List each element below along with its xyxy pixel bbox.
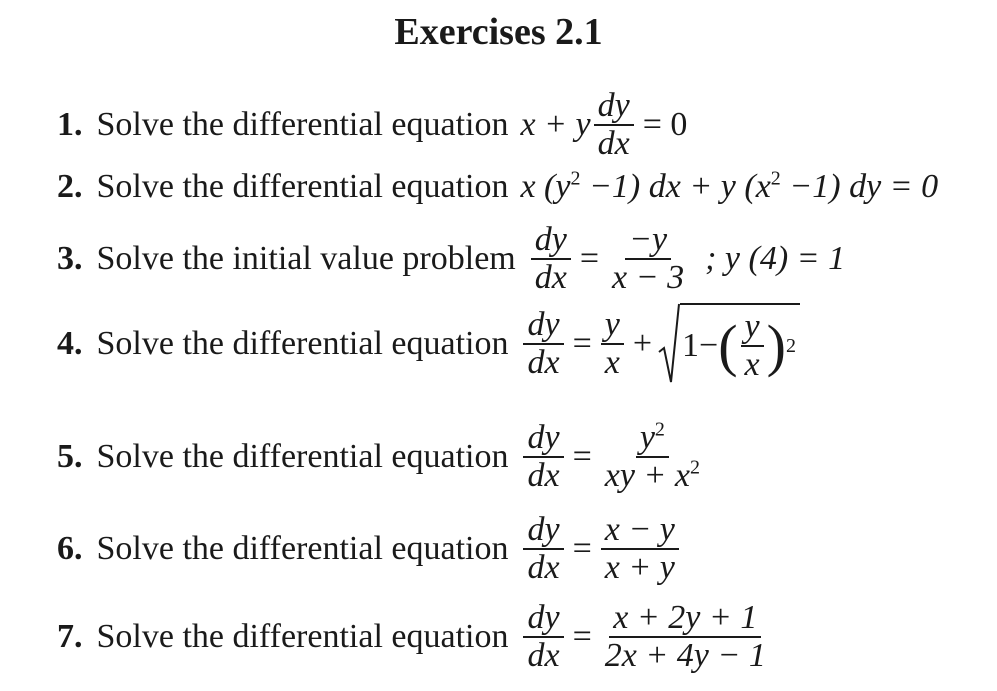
exponent: 2 bbox=[770, 167, 781, 190]
denominator: x − 3 bbox=[612, 258, 685, 296]
exercise-text: Solve the initial value problem bbox=[96, 239, 516, 277]
denominator bbox=[601, 458, 704, 494]
denominator: dx bbox=[597, 124, 630, 162]
fraction bbox=[531, 222, 571, 295]
numerator: dy bbox=[523, 420, 563, 458]
exercise-text: Solve the differential equation bbox=[96, 529, 509, 567]
numerator: y bbox=[601, 307, 624, 345]
equation-part: −1) dx + y (x bbox=[580, 168, 771, 205]
square-root bbox=[658, 302, 800, 386]
denominator: dx bbox=[527, 456, 560, 494]
exercise-6 bbox=[57, 512, 682, 585]
radicand: 1− ( $\frac{y}{x}$ ) 2 bbox=[680, 303, 800, 382]
exponent: 2 bbox=[570, 167, 581, 190]
denominator-term: xy + x bbox=[604, 456, 690, 494]
exercise-text: Solve the differential equation bbox=[96, 617, 509, 655]
exercise-5 bbox=[57, 420, 707, 493]
fraction bbox=[601, 600, 770, 673]
exercise-number: 4. bbox=[57, 325, 83, 362]
denominator: dx bbox=[527, 344, 560, 381]
exercise-text: Solve the differential equation bbox=[96, 168, 509, 205]
numerator: dy bbox=[523, 600, 563, 638]
exercise-3 bbox=[57, 222, 845, 295]
page-title: Exercises 2.1 bbox=[394, 11, 603, 53]
numerator: x + 2y + 1 bbox=[609, 600, 761, 638]
equation-rhs: = 0 bbox=[642, 105, 688, 143]
exercise-text: Solve the differential equation bbox=[96, 437, 509, 475]
numerator: dy bbox=[531, 222, 571, 260]
exercise-number: 6. bbox=[57, 529, 83, 567]
fraction bbox=[601, 307, 624, 380]
exercise-number: 2. bbox=[57, 168, 83, 205]
exercise-7 bbox=[57, 600, 773, 673]
radical-sign-icon bbox=[658, 302, 680, 386]
numerator bbox=[636, 420, 669, 458]
equation bbox=[520, 168, 938, 206]
equals-sign: = bbox=[579, 239, 600, 277]
initial-condition: ; y (4) = 1 bbox=[705, 239, 846, 277]
exercise-2 bbox=[57, 168, 938, 206]
right-paren: ) bbox=[766, 313, 786, 378]
equals-sign: = bbox=[572, 325, 592, 362]
fraction bbox=[523, 420, 563, 493]
exercise-4 bbox=[57, 302, 800, 386]
exercise-number: 3. bbox=[57, 239, 83, 277]
exercise-number: 1. bbox=[57, 105, 83, 143]
denominator: dx bbox=[527, 636, 560, 674]
left-paren: ( bbox=[718, 313, 738, 378]
equals-sign: = bbox=[572, 437, 592, 475]
denominator: dx bbox=[534, 258, 567, 296]
numerator: y bbox=[741, 309, 764, 347]
fraction bbox=[601, 512, 679, 585]
radicand-term: 1− bbox=[682, 327, 719, 364]
equals-sign: = bbox=[572, 529, 592, 567]
equation-part: x (y bbox=[520, 168, 571, 205]
denominator: x bbox=[604, 344, 620, 381]
plus-sign: + bbox=[632, 325, 653, 362]
exponent: 2 bbox=[689, 456, 700, 479]
exercise-1 bbox=[57, 88, 693, 161]
fraction bbox=[523, 512, 563, 585]
denominator: x bbox=[744, 346, 760, 383]
numerator-term: y bbox=[639, 419, 655, 456]
fraction bbox=[608, 222, 688, 295]
exercise-text: Solve the differential equation bbox=[96, 105, 509, 143]
equation-part: −1) dy = 0 bbox=[780, 168, 939, 205]
denominator: dx bbox=[527, 548, 560, 586]
exponent: 2 bbox=[654, 418, 665, 441]
equals-sign: = bbox=[572, 617, 592, 655]
numerator: dy bbox=[523, 307, 563, 345]
equation-lhs: x + y bbox=[520, 105, 591, 143]
numerator: x − y bbox=[601, 512, 679, 550]
exercise-number: 7. bbox=[57, 617, 83, 655]
exercise-text: Solve the differential equation bbox=[96, 325, 509, 362]
numerator: dy bbox=[594, 88, 634, 126]
denominator: 2x + 4y − 1 bbox=[604, 636, 766, 674]
fraction bbox=[523, 600, 563, 673]
numerator: −y bbox=[625, 222, 671, 260]
exercise-number: 5. bbox=[57, 437, 83, 475]
fraction bbox=[601, 420, 704, 493]
denominator: x + y bbox=[604, 548, 675, 586]
fraction bbox=[741, 309, 764, 382]
numerator: dy bbox=[523, 512, 563, 550]
fraction bbox=[523, 307, 563, 380]
fraction bbox=[594, 88, 634, 161]
